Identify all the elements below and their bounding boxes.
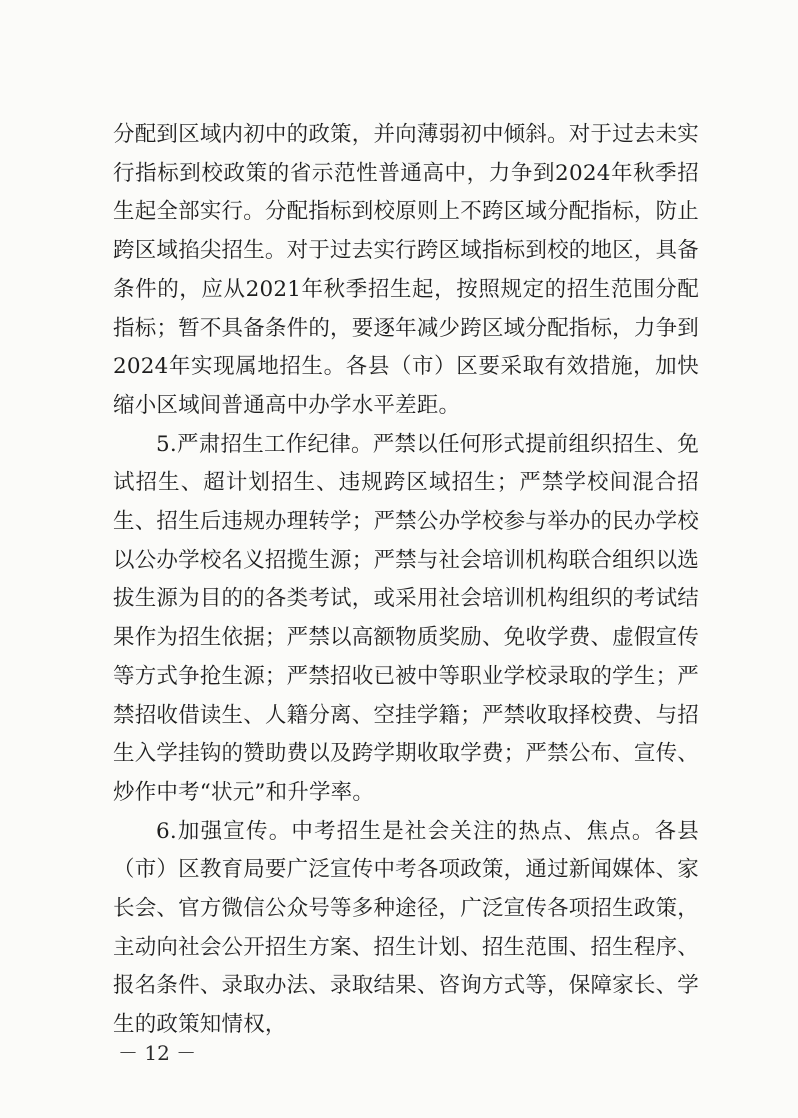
page-number: － 12 － <box>118 1041 197 1065</box>
paragraph-continuation: 分配到区域内初中的政策，并向薄弱初中倾斜。对于过去未实行指标到校政策的省示范性普通高中，力争到2024年秋季招生起全部实行。分配指标到校原则上不跨区域分配指标，防止跨区域掐尖招生。对于过去实行跨区域指标到校的地区，具备条件的，应从2021年秋季招生起，按照规定的招生范围分配指标；暂不具备条件的，要逐年减少跨区域分配指标，力争到2024年实现属地招生。各县（市）区要采取有效措施，加快缩小区域间普通高中办学水平差距。 <box>113 122 699 418</box>
paragraph-item-6: 6.加强宣传。中考招生是社会关注的热点、焦点。各县（市）区教育局要广泛宣传中考各项政策，通过新闻媒体、家长会、官方微信公众号等多种途径，广泛宣传各项招生政策，主动向社会公开招生方案、招生计划、招生范围、招生程序、报名条件、录取办法、录取结果、咨询方式等，保障家长、学生的政策知情权， <box>113 818 699 1038</box>
paragraph-item-5: 5.严肃招生工作纪律。严禁以任何形式提前组织招生、免试招生、超计划招生、违规跨区域招生；严禁学校间混合招生、招生后违规办理转学；严禁公办学校参与举办的民办学校以公办学校名义招揽生源；严禁与社会培训机构联合组织以选拔生源为目的的各类考试，或采用社会培训机构组织的考试结果作为招生依据；严禁以高额物质奖励、免收学费、虚假宣传等方式争抢生源；严禁招收已被中等职业学校录取的学生；严禁招收借读生、人籍分离、空挂学籍；严禁收取择校费、与招生入学挂钩的赞助费以及跨学期收取学费；严禁公布、宣传、炒作中考“状元”和升学率。 <box>113 431 699 805</box>
document-body <box>113 116 699 1045</box>
